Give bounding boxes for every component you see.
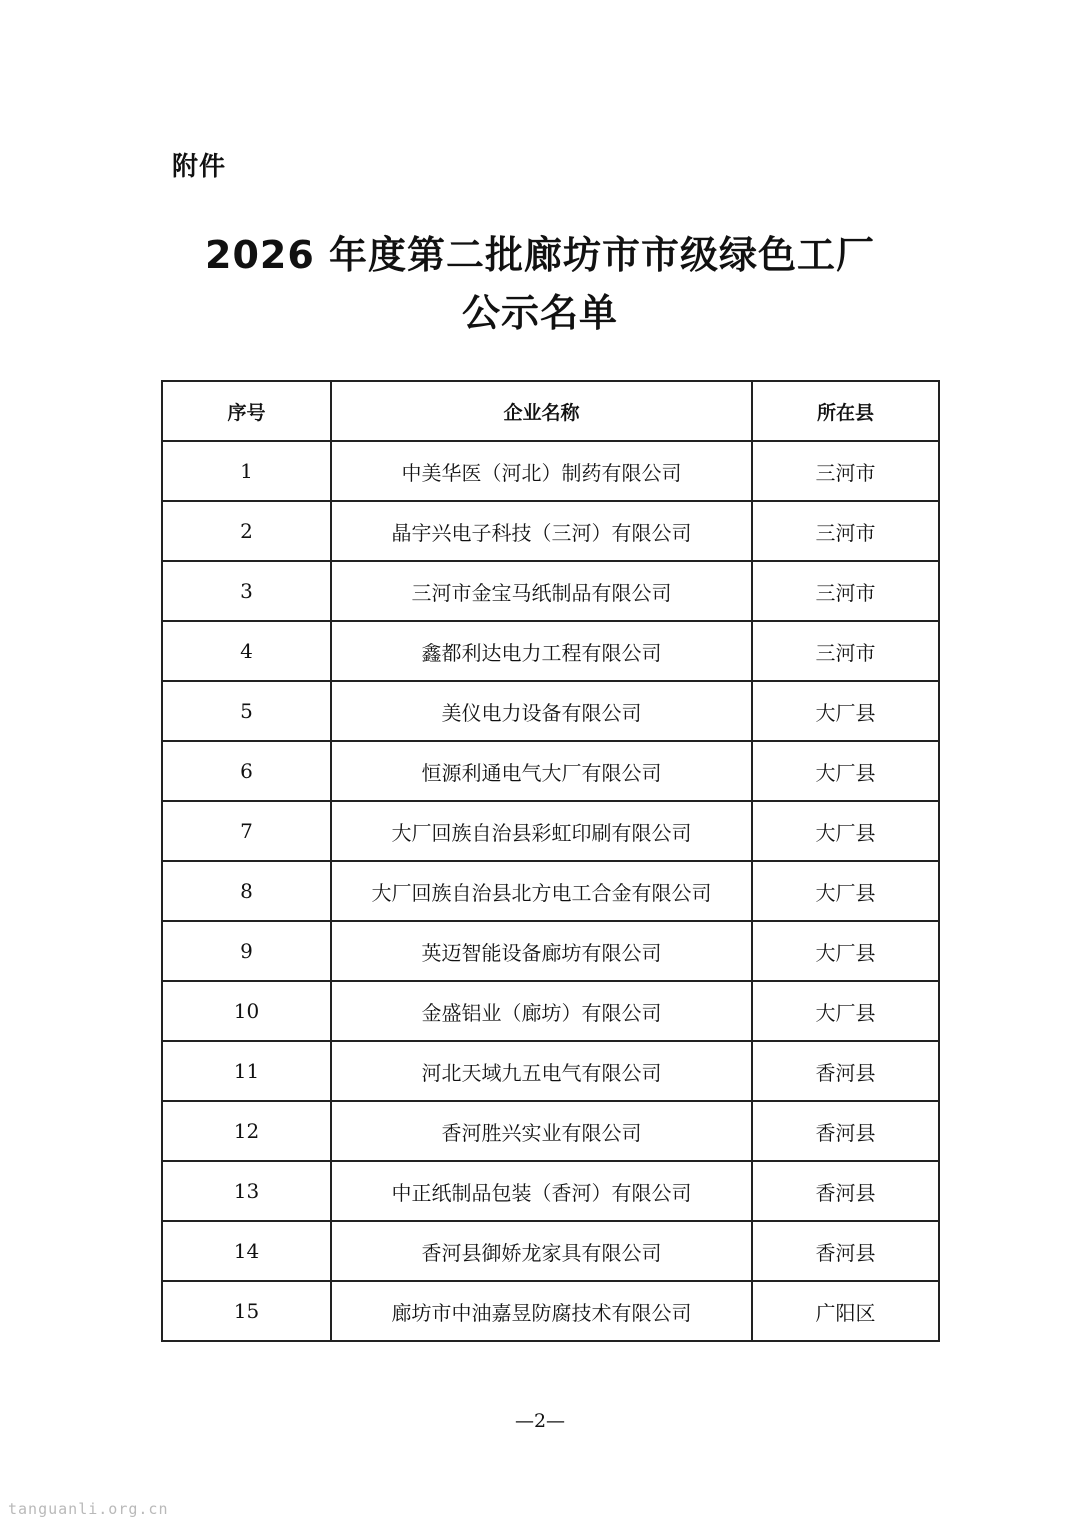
row-company-name: 金盛铝业（廊坊）有限公司	[331, 981, 752, 1041]
table-row	[162, 741, 939, 801]
row-serial-number: 13	[162, 1161, 331, 1221]
row-company-name: 大厂回族自治县彩虹印刷有限公司	[331, 801, 752, 861]
row-county: 大厂县	[752, 921, 939, 981]
row-company-name: 香河县御娇龙家具有限公司	[331, 1221, 752, 1281]
row-serial-number: 8	[162, 861, 331, 921]
table-row	[162, 801, 939, 861]
table-row	[162, 1101, 939, 1161]
row-serial-number: 9	[162, 921, 331, 981]
row-serial-number: 14	[162, 1221, 331, 1281]
row-serial-number: 6	[162, 741, 331, 801]
row-company-name: 美仪电力设备有限公司	[331, 681, 752, 741]
row-serial-number: 15	[162, 1281, 331, 1341]
table-row	[162, 681, 939, 741]
row-county: 大厂县	[752, 801, 939, 861]
attachment-label: 附件	[172, 152, 227, 182]
table-row	[162, 861, 939, 921]
row-serial-number: 12	[162, 1101, 331, 1161]
document-title-line2: 公示名单	[461, 291, 618, 335]
table-header-row	[162, 381, 939, 441]
table-row	[162, 1281, 939, 1341]
row-company-name: 河北天域九五电气有限公司	[331, 1041, 752, 1101]
table-row	[162, 441, 939, 501]
row-company-name: 鑫都利达电力工程有限公司	[331, 621, 752, 681]
row-company-name: 晶宇兴电子科技（三河）有限公司	[331, 501, 752, 561]
row-county: 大厂县	[752, 741, 939, 801]
header-serial-number: 序号	[162, 381, 331, 441]
row-county: 香河县	[752, 1161, 939, 1221]
table-row	[162, 921, 939, 981]
row-company-name: 廊坊市中油嘉昱防腐技术有限公司	[331, 1281, 752, 1341]
document-title-line1: 2026 年度第二批廊坊市市级绿色工厂	[205, 233, 875, 277]
row-serial-number: 2	[162, 501, 331, 561]
table-row	[162, 501, 939, 561]
table-row	[162, 1161, 939, 1221]
watermark-text: tanguanli.org.cn	[8, 1500, 169, 1518]
row-county: 大厂县	[752, 681, 939, 741]
green-factory-table	[161, 380, 940, 1342]
row-serial-number: 11	[162, 1041, 331, 1101]
row-serial-number: 5	[162, 681, 331, 741]
row-county: 三河市	[752, 501, 939, 561]
row-company-name: 三河市金宝马纸制品有限公司	[331, 561, 752, 621]
header-company-name: 企业名称	[331, 381, 752, 441]
row-company-name: 中正纸制品包装（香河）有限公司	[331, 1161, 752, 1221]
row-company-name: 香河胜兴实业有限公司	[331, 1101, 752, 1161]
row-serial-number: 7	[162, 801, 331, 861]
row-county: 三河市	[752, 441, 939, 501]
page-number: —2—	[514, 1410, 566, 1432]
table-row	[162, 1041, 939, 1101]
row-county: 香河县	[752, 1041, 939, 1101]
row-company-name: 中美华医（河北）制药有限公司	[331, 441, 752, 501]
row-county: 大厂县	[752, 861, 939, 921]
row-serial-number: 10	[162, 981, 331, 1041]
table-row	[162, 1221, 939, 1281]
table-row	[162, 621, 939, 681]
row-county: 大厂县	[752, 981, 939, 1041]
row-county: 广阳区	[752, 1281, 939, 1341]
row-serial-number: 3	[162, 561, 331, 621]
row-serial-number: 1	[162, 441, 331, 501]
row-county: 三河市	[752, 621, 939, 681]
table-body	[162, 441, 939, 1341]
header-county: 所在县	[752, 381, 939, 441]
row-serial-number: 4	[162, 621, 331, 681]
row-company-name: 大厂回族自治县北方电工合金有限公司	[331, 861, 752, 921]
row-county: 香河县	[752, 1221, 939, 1281]
row-company-name: 英迈智能设备廊坊有限公司	[331, 921, 752, 981]
row-company-name: 恒源利通电气大厂有限公司	[331, 741, 752, 801]
row-county: 香河县	[752, 1101, 939, 1161]
row-county: 三河市	[752, 561, 939, 621]
table-row	[162, 981, 939, 1041]
table-row	[162, 561, 939, 621]
